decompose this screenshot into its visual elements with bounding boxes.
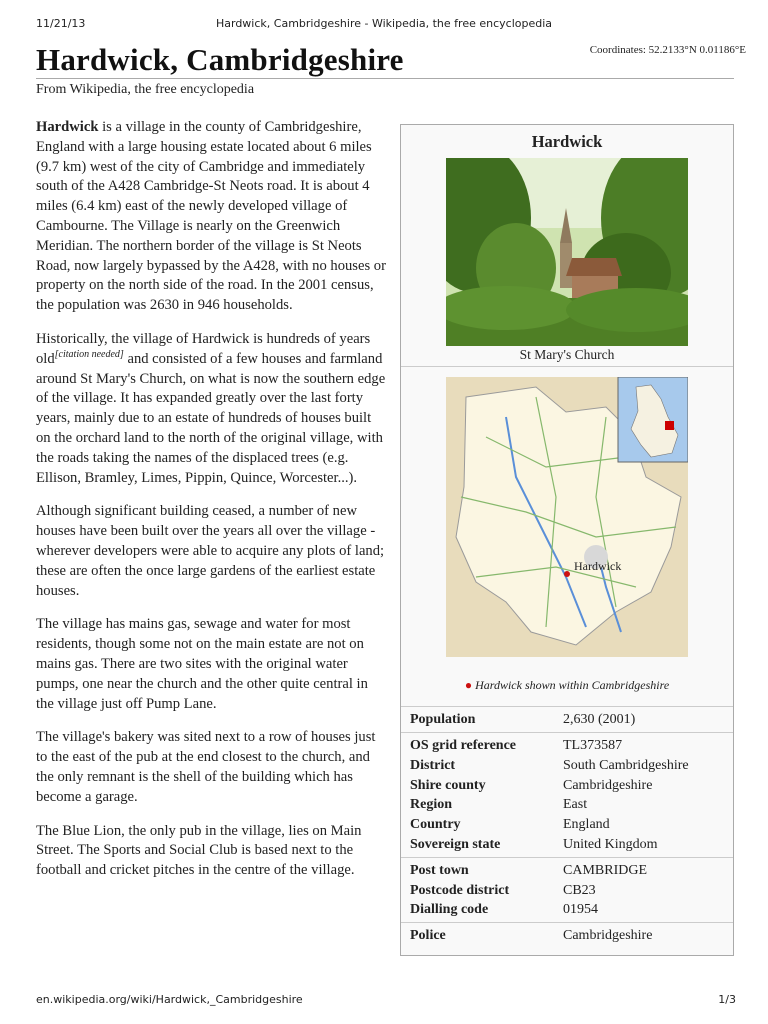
paragraph-2-text-a: Historically, the village of Hardwick is hundreds of years old: [36, 330, 371, 367]
photo-caption: St Mary's Church: [519, 347, 615, 362]
paragraph-5: The village's bakery was sited next to a row of houses just to the east of the pub at the end closest to the church, and the only remnant is the shell of the building which has become a garage.: [36, 729, 376, 805]
article-body: [36, 118, 386, 895]
row-key: Police: [410, 928, 446, 943]
paragraph-3: Although significant building ceased, a number of new houses have been built over the years all over the village - wherever developers were able to acquire any plots of land; these are often the once large gardens of the earliest estate houses.: [36, 503, 385, 599]
paragraph-1-text: is a village in the county of Cambridgeshire, England with a large housing estate located about 6 miles (9.7 km) west of the city of Cambridge and immediately south of the A428 Cambridge-St Neots road. It is about 4 miles (6.4 km) east of the newly developed village of Cambourne. The Village is nearly on the Greenwich Meridian. The northern border of the village is St Neots Road, now largely bypassed by the A428, with no houses or property on the north side of the road. In the 2001 census, the population was 2630 in 946 households.: [36, 119, 386, 314]
row-key: Sovereign state: [410, 837, 501, 852]
row-value[interactable]: Cambridgeshire: [563, 928, 653, 943]
map-pin-label: Hardwick: [574, 559, 622, 573]
row-value: 01954: [563, 902, 598, 917]
paragraph-1: [36, 118, 386, 316]
paragraph-2: [36, 330, 386, 488]
map-caption: [401, 678, 733, 693]
row-value: CAMBRIDGE: [563, 863, 648, 878]
map-caption-text: Hardwick shown within Cambridgeshire: [475, 678, 670, 692]
citation-needed-link[interactable]: [citation needed]: [54, 348, 124, 360]
print-url: en.wikipedia.org/wiki/Hardwick,_Cambridgeshire: [36, 993, 303, 1006]
row-key: Population: [410, 712, 476, 727]
title-divider: [36, 78, 734, 79]
row-value[interactable]: Cambridgeshire: [563, 778, 653, 793]
infobox: [400, 124, 734, 956]
coordinates[interactable]: Coordinates: 52.2133°N 0.01186°E: [589, 44, 746, 56]
row-value[interactable]: England: [563, 817, 610, 832]
locator-map[interactable]: [446, 377, 688, 657]
row-key: Shire county: [410, 778, 486, 793]
row-key: Dialling code: [410, 902, 489, 917]
tagline: From Wikipedia, the free encyclopedia: [36, 82, 255, 97]
infobox-divider: [401, 922, 733, 923]
row-value[interactable]: East: [563, 797, 588, 812]
row-key: Country: [410, 817, 461, 832]
infobox-title: Hardwick: [531, 132, 603, 151]
paragraph-2-text-b: and consisted of a few houses and farmland around St Mary's Church, on what is now the southern edge of the village. It has expanded greatly over the last forty years, mainly due to an estate of hundreds of houses built on the orchard land to the north of the original village, with the roads taking the names of the displaced trees (e.g. Ellison, Bramley, Limes, Pippin, Quince, Worcester...).: [36, 350, 386, 486]
print-date: 11/21/13: [36, 17, 86, 30]
paragraph-4: The village has mains gas, sewage and water for most residents, though some not on the main estate are not on mains gas. There are two sites with the original water pumps, one near the church and the other quite central in the village just off Pump Lane.: [36, 616, 368, 712]
lead-term: Hardwick: [36, 119, 99, 135]
row-value[interactable]: CB23: [563, 883, 596, 898]
church-photo[interactable]: [446, 158, 688, 346]
article-title: Hardwick, Cambridgeshire: [36, 42, 404, 77]
print-page-title: Hardwick, Cambridgeshire - Wikipedia, the free encyclopedia: [215, 17, 553, 30]
row-value[interactable]: United Kingdom: [563, 837, 658, 852]
row-key: District: [410, 758, 456, 773]
infobox-divider: [401, 366, 733, 367]
row-value[interactable]: TL373587: [563, 738, 623, 753]
row-key: Postcode district: [410, 883, 510, 898]
infobox-divider: [401, 857, 733, 858]
row-value: 2,630 (2001): [563, 712, 636, 727]
page-number: 1/3: [718, 993, 736, 1006]
row-key: OS grid reference: [410, 738, 517, 753]
infobox-divider: [401, 732, 733, 733]
row-value[interactable]: South Cambridgeshire: [563, 758, 689, 773]
infobox-divider: [401, 706, 733, 707]
paragraph-6: The Blue Lion, the only pub in the village, lies on Main Street. The Sports and Social Club is based next to the football and cricket pitches in the centre of the village.: [36, 822, 362, 879]
row-key: Region: [410, 797, 452, 812]
row-key: Post town: [410, 863, 469, 878]
map-pin-icon: ●: [464, 678, 473, 692]
